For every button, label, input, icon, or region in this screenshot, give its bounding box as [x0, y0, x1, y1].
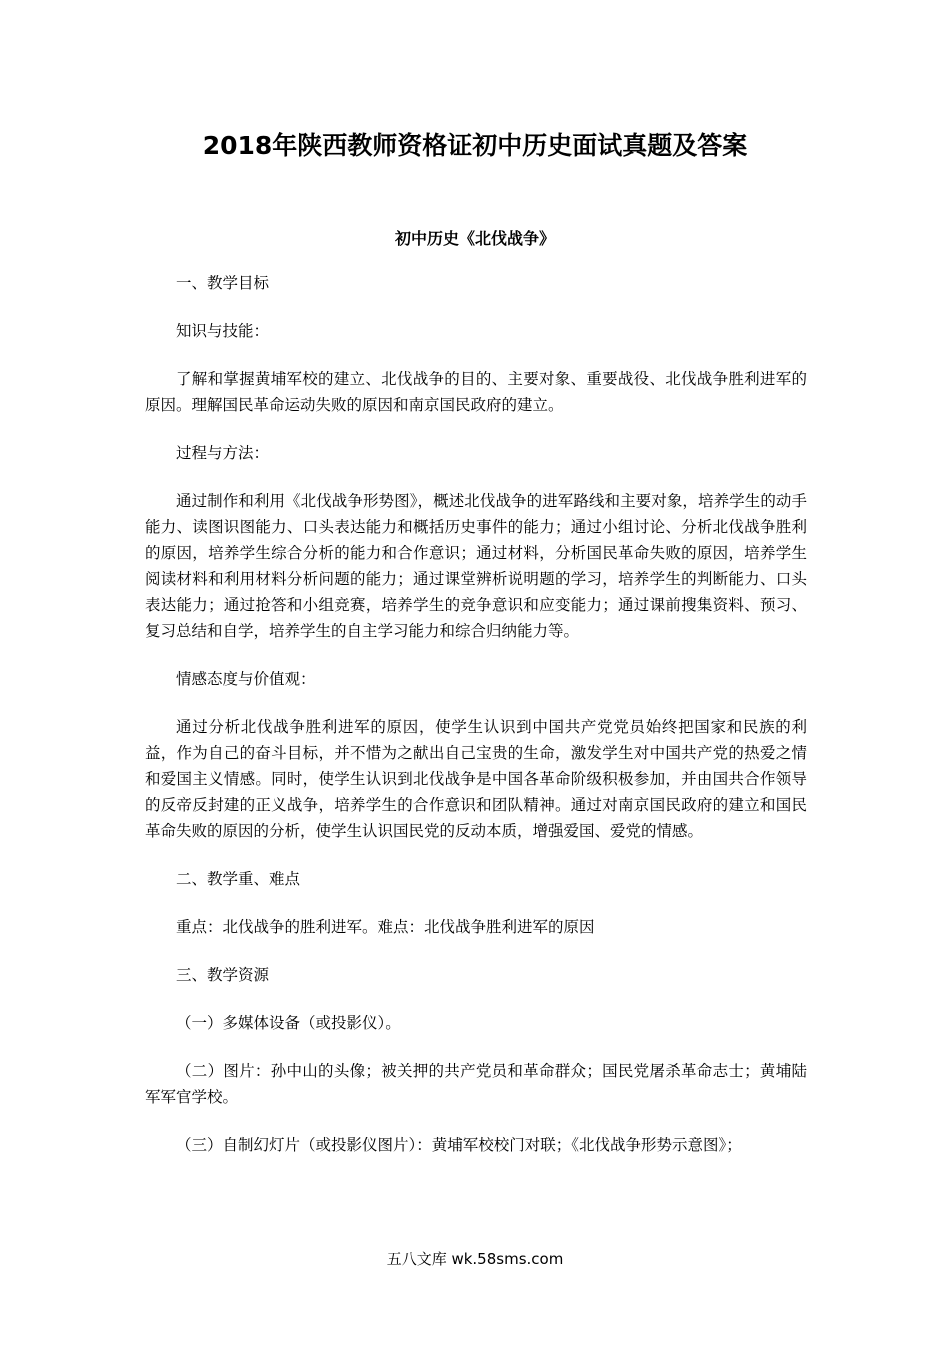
paragraph-key-points: 重点：北伐战争的胜利进军。难点：北伐战争胜利进军的原因 [176, 918, 595, 936]
paragraph-process-method: 通过制作和利用《北伐战争形势图》，概述北伐战争的进军路线和主要对象，培养学生的动手能力、读图识图能力、口头表达能力和概括历史事件的能力；通过小组讨论、分析北伐战争胜利的原因，培养学生综合分析的能力和合作意识；通过材料，分析国民革命失败的原因，培养学生阅读材料和利用材料分析问题的能力；通过课堂辨析说明题的学习，培养学生的判断能力、口头表达能力；通过抢答和小组竞赛，培养学生的竞争意识和应变能力；通过课前搜集资料、预习、复习总结和自学，培养学生的自主学习能力和综合归纳能力等。 [145, 492, 807, 640]
list-item-resource-2: （二）图片：孙中山的头像；被关押的共产党员和革命群众；国民党屠杀革命志士；黄埔陆军军官学校。 [145, 1062, 807, 1106]
paragraph-emotion-values: 通过分析北伐战争胜利进军的原因，使学生认识到中国共产党党员始终把国家和民族的利益，作为自己的奋斗目标，并不惜为之献出自己宝贵的生命，激发学生对中国共产党的热爱之情和爱国主义情感。同时，使学生认识到北伐战争是中国各革命阶级积极参加，并由国共合作领导的反帝反封建的正义战争，培养学生的合作意识和团队精神。通过对南京国民政府的建立和国民革命失败的原因的分析，使学生认识国民党的反动本质，增强爱国、爱党的情感。 [145, 718, 807, 840]
section-heading-objectives: 一、教学目标 [176, 274, 270, 292]
list-item-resource-3: （三）自制幻灯片（或投影仪图片）：黄埔军校校门对联；《北伐战争形势示意图》； [176, 1136, 742, 1154]
section-heading-key-points: 二、教学重、难点 [176, 870, 301, 888]
paragraph-knowledge-skills: 了解和掌握黄埔军校的建立、北伐战争的目的、主要对象、重要战役、北伐战争胜利进军的原因。理解国民革命运动失败的原因和南京国民政府的建立。 [145, 370, 807, 414]
list-item-resource-1: （一）多媒体设备（或投影仪）。 [176, 1014, 401, 1032]
document-subtitle: 初中历史《北伐战争》 [394, 229, 555, 248]
subheading-emotion-values: 情感态度与价值观： [176, 670, 316, 688]
page-footer: 五八文库 wk.58sms.com [386, 1250, 564, 1268]
section-heading-resources: 三、教学资源 [176, 966, 270, 984]
subheading-knowledge-skills: 知识与技能： [176, 322, 270, 340]
subheading-process-method: 过程与方法： [176, 444, 270, 462]
document-body [145, 270, 807, 1180]
document-title: 2018年陕西教师资格证初中历史面试真题及答案 [202, 131, 748, 160]
